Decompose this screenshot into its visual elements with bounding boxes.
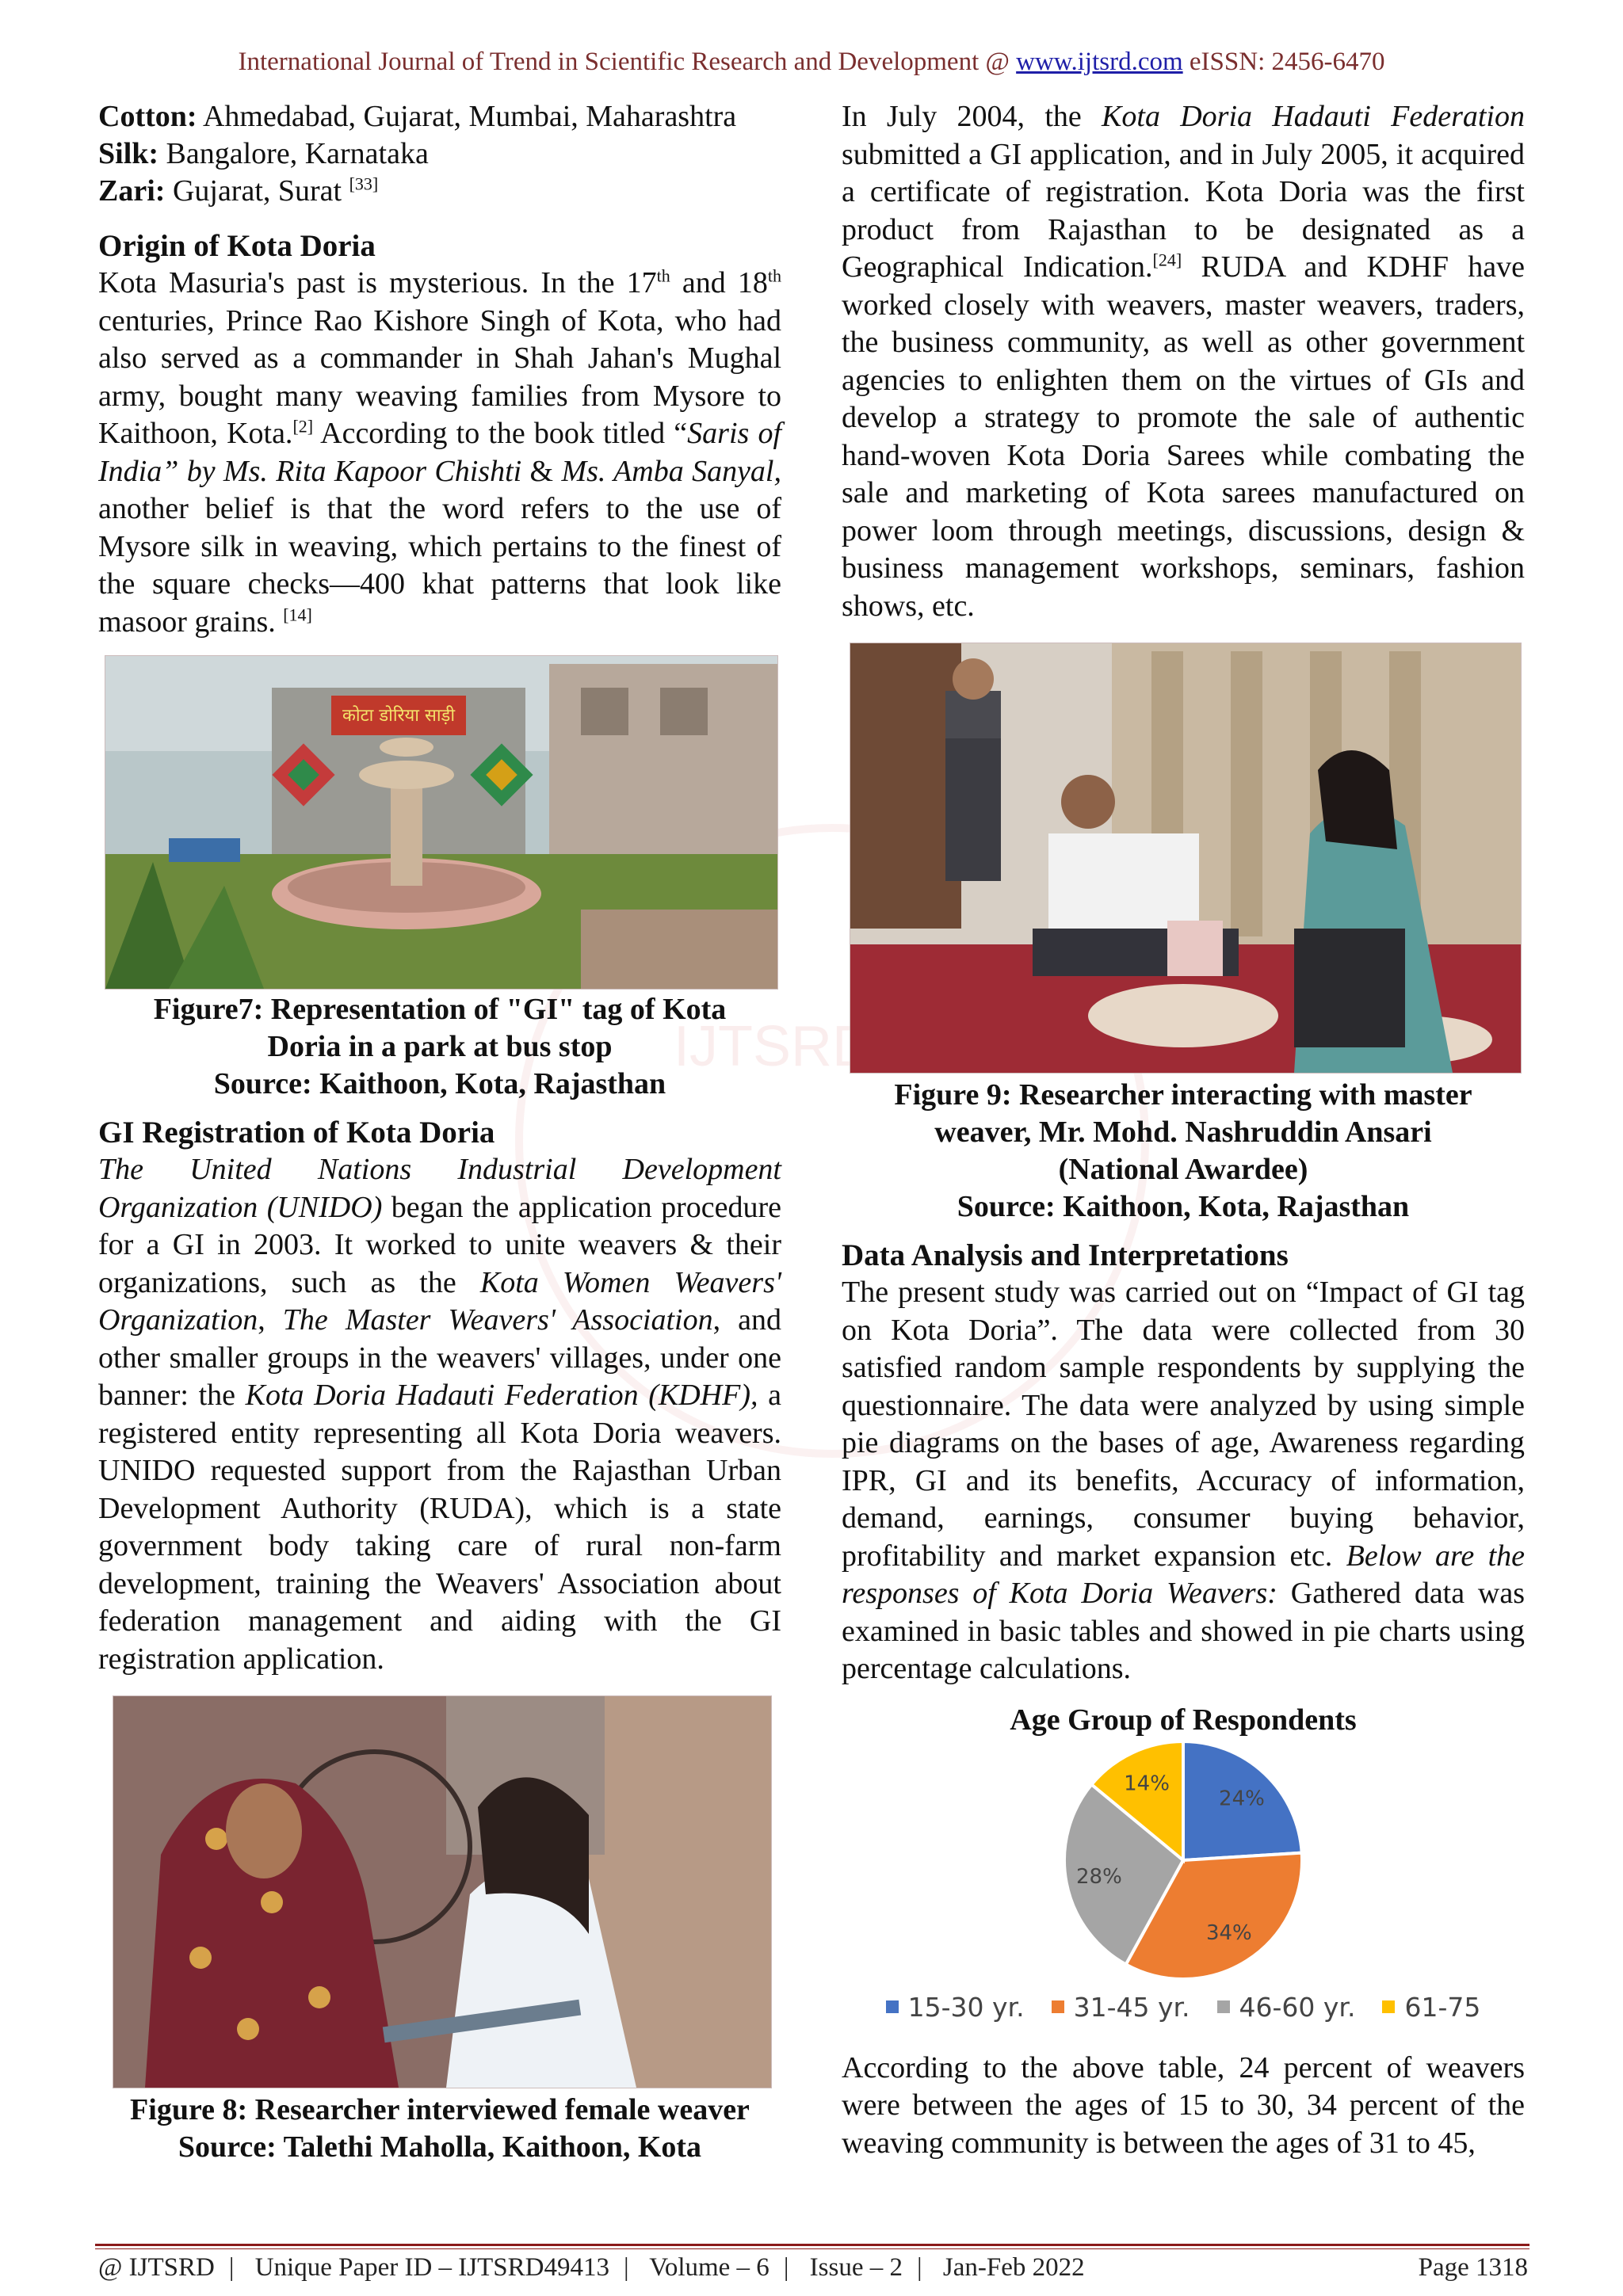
figure-7-photo bbox=[105, 655, 778, 990]
sign-text: कोटा डोरिया साड़ी bbox=[342, 706, 456, 726]
legend-item-4 bbox=[1382, 1992, 1480, 2023]
pie-label-4: 14% bbox=[1124, 1771, 1170, 1795]
pie-label-2: 34% bbox=[1205, 1920, 1252, 1945]
age-interpretation-paragraph: According to the above table, 24 percent of weavers were between the ages of 15 to 30, 34 percent of the weaving community is between the ages of 31 to 45, bbox=[842, 2050, 1525, 2160]
legend-swatch bbox=[886, 2000, 899, 2013]
legend-item-2 bbox=[1052, 1992, 1190, 2023]
header-issn: eISSN: 2456-6470 bbox=[1189, 48, 1385, 76]
citation-24: [24] bbox=[1152, 250, 1182, 270]
legend-label: 46-60 yr. bbox=[1239, 1991, 1356, 2023]
silk-line: Silk: Bangalore, Karnataka bbox=[98, 137, 429, 170]
pie-label-3: 28% bbox=[1076, 1864, 1122, 1889]
footer-rule bbox=[95, 2244, 1529, 2246]
legend-label: 61-75 bbox=[1404, 1991, 1481, 2023]
figure-8-photo bbox=[113, 1695, 772, 2088]
footer-journal: @ IJTSRD bbox=[98, 2253, 215, 2282]
header-journal-name: International Journal of Trend in Scientific Research and Development @ bbox=[238, 48, 1010, 76]
page-footer: @ IJTSRD | Unique Paper ID – IJTSRD49413 | Volume – 6 | Issue – 2 | Jan-Feb 2022 Page 1318 bbox=[98, 2253, 1528, 2282]
figure-7-caption: Figure7: Representation of "GI" tag of Kota Doria in a park at bus stop Source: Kaithoon, Kota, Rajasthan bbox=[153, 993, 727, 1100]
running-header bbox=[0, 48, 1623, 77]
kdhf-paragraph: In July 2004, the Kota Doria Hadauti Federation submitted a GI application, and in July 2005, it acquired a certificate of registration. Kota Doria was the first product from Rajasthan to be designated as a Geographical Indication.[24] RUDA and KDHF have worked closely with weavers, master weavers, traders, the business community, as well as other government agencies to enlighten them on the virtues of GIs and develop a strategy to promote the sale of authentic hand-woven Kota Doria Sarees while combating the sale and marketing of Kota sarees manufactured on power loom through meetings, discussions, design & business management workshops, seminars, fashion shows, etc. bbox=[842, 100, 1525, 623]
chart-title: Age Group of Respondents bbox=[1010, 1703, 1357, 1737]
figure-8-caption: Figure 8: Researcher interviewed female weaver Source: Talethi Maholla, Kaithoon, Kota bbox=[130, 2093, 750, 2164]
citation-2: [2] bbox=[292, 416, 314, 437]
citation-14: [14] bbox=[283, 604, 312, 624]
park-scene-illustration bbox=[105, 656, 777, 989]
figure-9-photo bbox=[850, 643, 1522, 1074]
footer-date: Jan-Feb 2022 bbox=[942, 2253, 1085, 2282]
left-column bbox=[98, 98, 781, 2166]
footer-issue: Issue – 2 bbox=[809, 2253, 903, 2282]
gi-registration-paragraph: The United Nations Industrial Development Organization (UNIDO) began the application procedure for a GI in 2003. It worked to unite weavers & their organizations, such as the Kota Women Weavers' Organization, The Master Weavers' Association, and other smaller groups in the weavers' villages, under one banner: the Kota Doria Hadauti Federation (KDHF), a registered entity representing all Kota Doria weavers. UNIDO requested support from the Rajasthan Urban Development Authority (RUDA), which is a state government body taking care of rural non-farm development, training the Weavers' Association about federation management and aiding with the GI registration application. bbox=[98, 1153, 781, 1676]
footer-volume: Volume – 6 bbox=[649, 2253, 769, 2282]
footer-rule-thin bbox=[95, 2248, 1529, 2249]
legend-swatch bbox=[1052, 2000, 1064, 2013]
chart-legend bbox=[842, 1992, 1525, 2023]
legend-swatch bbox=[1217, 2000, 1230, 2013]
zari-line: Zari: Gujarat, Surat [33] bbox=[98, 174, 379, 208]
gi-registration-heading: GI Registration of Kota Doria bbox=[98, 1116, 495, 1150]
weaver-interview-illustration bbox=[113, 1696, 771, 2088]
header-website-link[interactable]: www.ijtsrd.com bbox=[1016, 48, 1183, 76]
origin-paragraph: Kota Masuria's past is mysterious. In the 17th and 18th centuries, Prince Rao Kishore Singh of Kota, who had also served as a commander in Shah Jahan's Mughal army, bought many weaving families from Mysore to Kaithoon, Kota.[2] According to the book titled “Saris of India” by Ms. Rita Kapoor Chishti & Ms. Amba Sanyal, another belief is that the word refers to the use of Mysore silk in weaving, which pertains to the finest of the square checks—400 khat patterns that look like masoor grains. [14] bbox=[98, 265, 782, 639]
legend-item-3 bbox=[1217, 1992, 1356, 2023]
legend-label: 31-45 yr. bbox=[1073, 1991, 1190, 2023]
pie-label-1: 24% bbox=[1219, 1786, 1265, 1810]
legend-item-1 bbox=[886, 1992, 1025, 2023]
watermark-text: IJTSRD bbox=[674, 1015, 873, 1078]
legend-swatch bbox=[1382, 2000, 1395, 2013]
cotton-line: Cotton: Ahmedabad, Gujarat, Mumbai, Maharashtra bbox=[98, 100, 737, 133]
origin-heading: Origin of Kota Doria bbox=[98, 229, 376, 263]
footer-page-number: Page 1318 bbox=[1418, 2253, 1528, 2282]
citation-33: [33] bbox=[349, 174, 379, 194]
data-analysis-paragraph: The present study was carried out on “Impact of GI tag on Kota Doria”. The data were collected from 30 satisfied random sample respondents by supplying the questionnaire. The data were analyzed by using simple pie diagrams on the bases of age, Awareness regarding IPR, GI and its benefits, Accuracy of information, demand, earnings, consumer buying behavior, profitability and market expansion etc. Below are the responses of Kota Doria Weavers: Gathered data was examined in basic tables and showed in pie charts using percentage calculations. bbox=[842, 1276, 1526, 1685]
legend-label: 15-30 yr. bbox=[907, 1991, 1025, 2023]
age-group-chart bbox=[842, 1703, 1525, 2023]
footer-paper-id: Unique Paper ID – IJTSRD49413 bbox=[254, 2253, 609, 2282]
figure-9-caption: Figure 9: Researcher interacting with master weaver, Mr. Mohd. Nashruddin Ansari (National Awardee) Source: Kaithoon, Kota, Rajasthan bbox=[894, 1078, 1472, 1223]
right-column bbox=[842, 98, 1525, 2162]
data-analysis-heading: Data Analysis and Interpretations bbox=[842, 1238, 1289, 1272]
age-group-pie bbox=[842, 1737, 1525, 1983]
master-weaver-meeting-illustration bbox=[850, 643, 1521, 1073]
